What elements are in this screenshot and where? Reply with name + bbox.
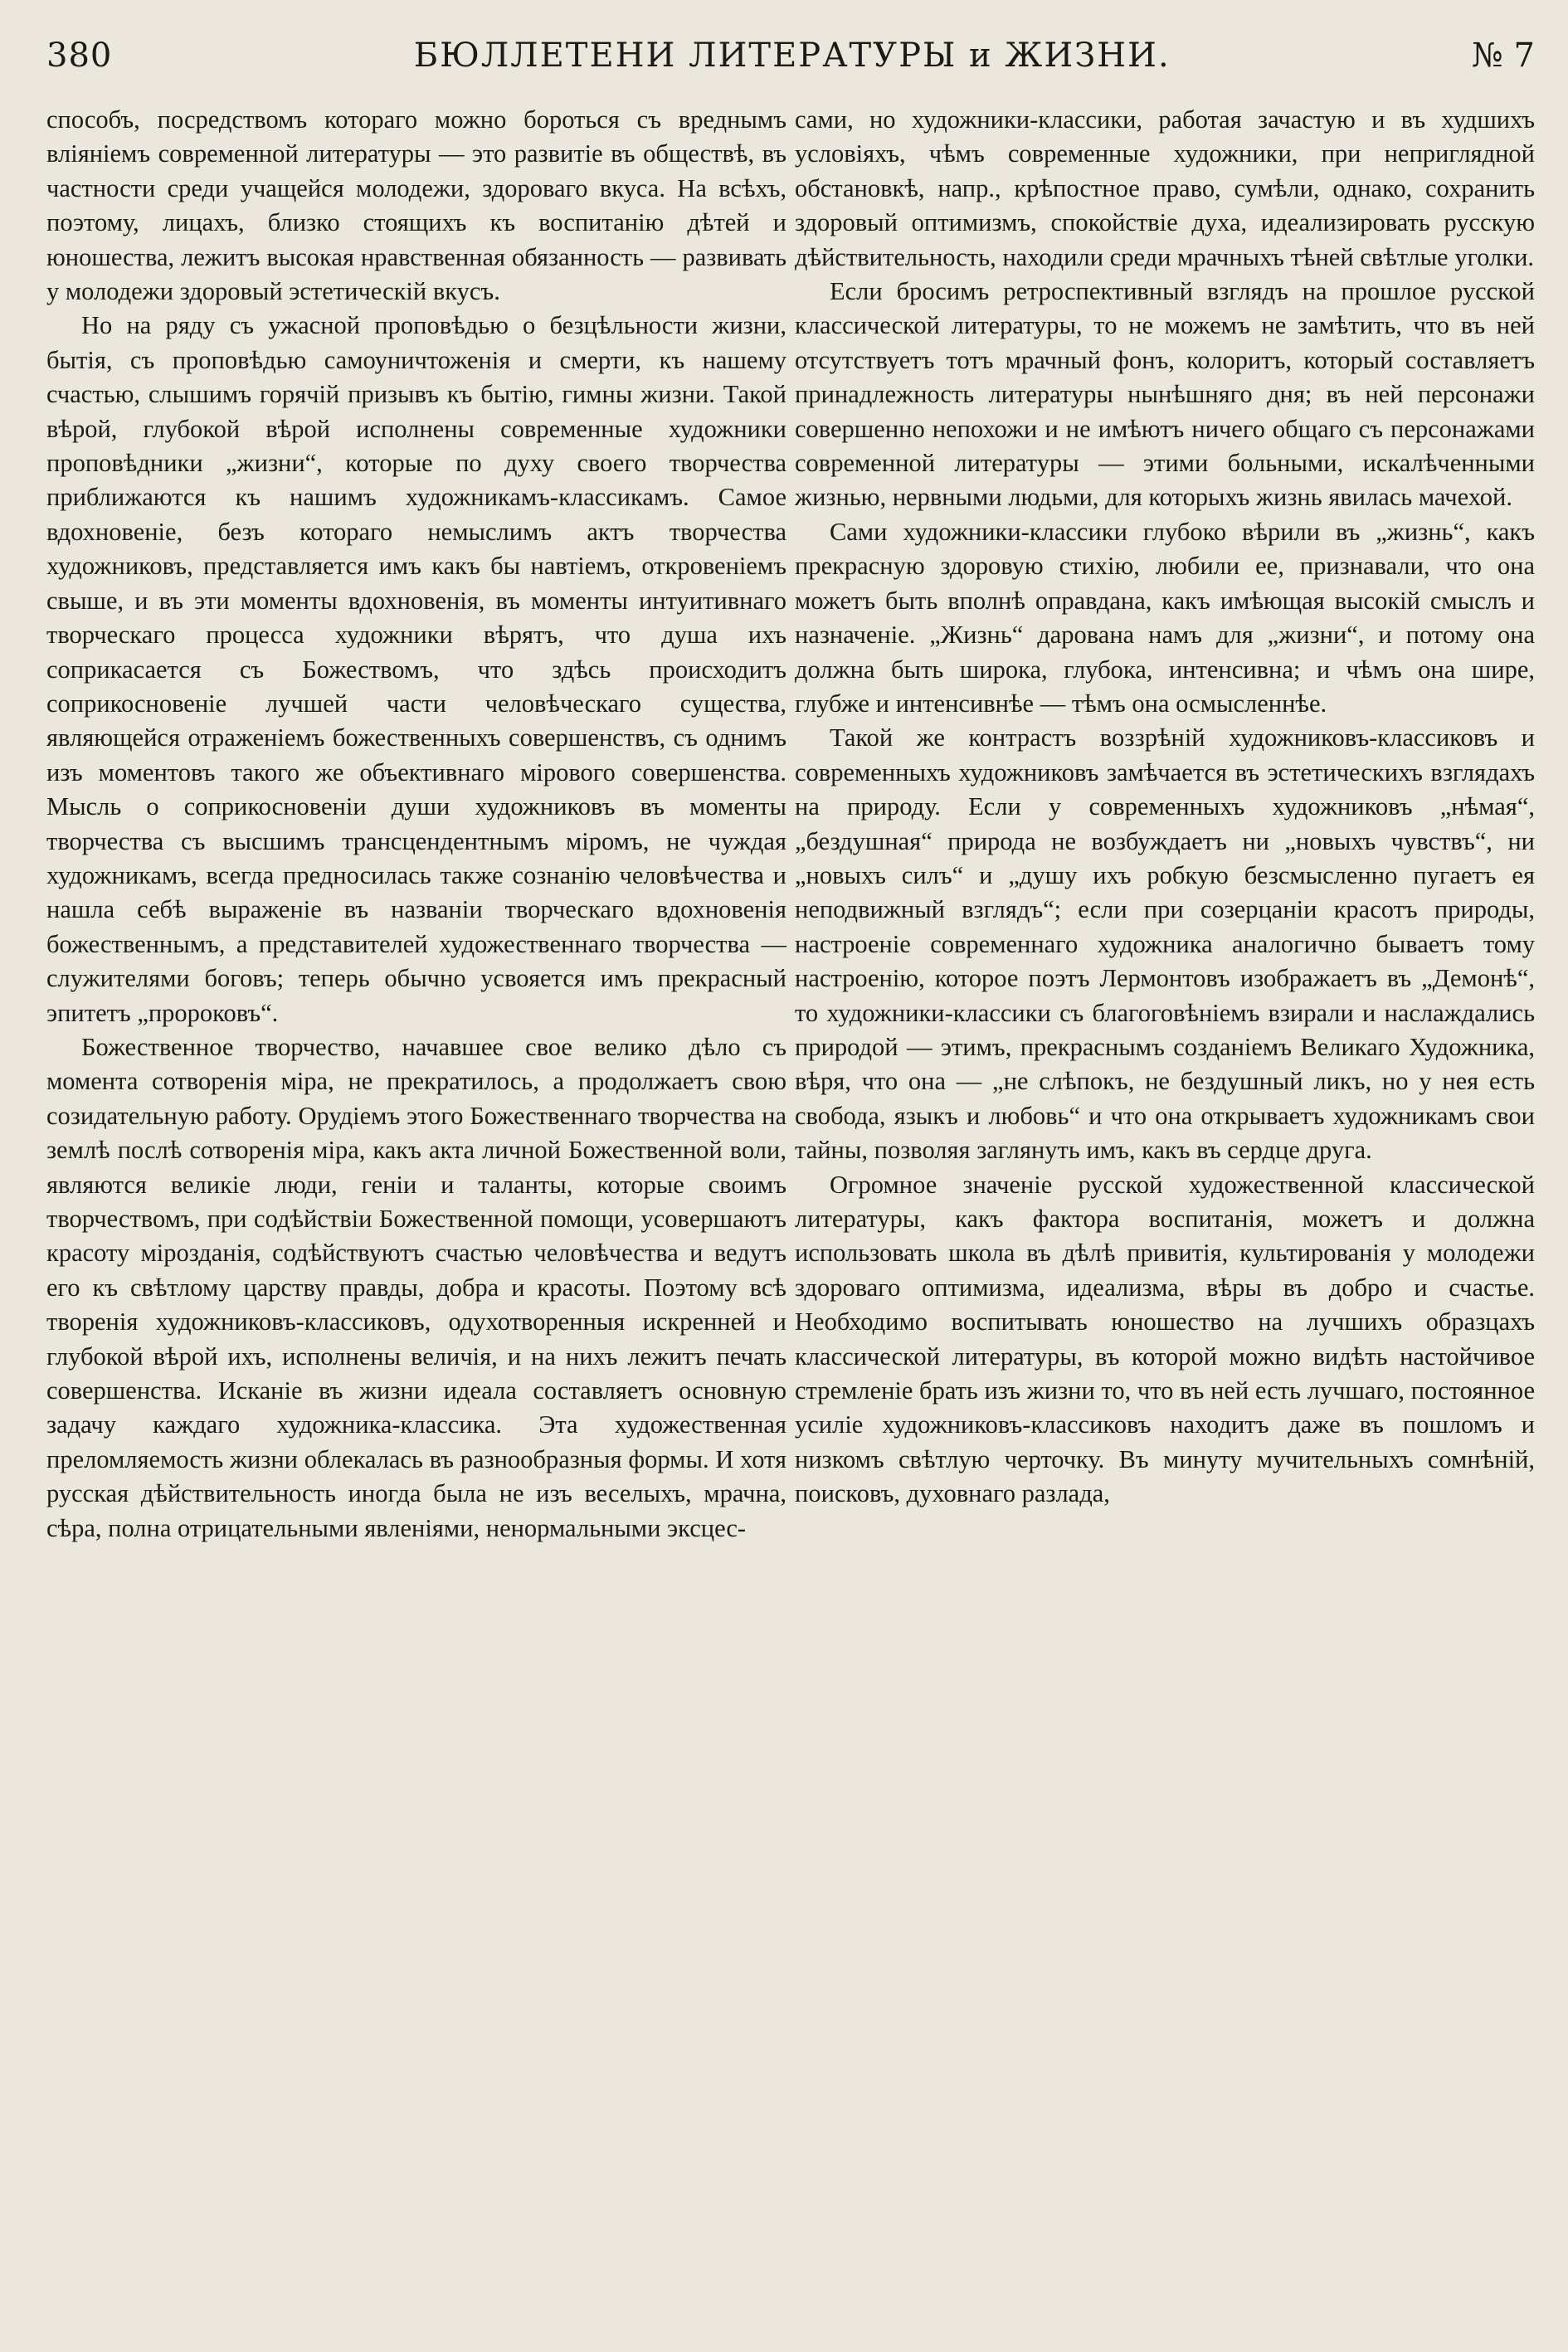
- right-column: [795, 103, 1535, 1546]
- paragraph: сами, но художники-классики, работая зачастую и въ худшихъ условіяхъ, чѣмъ современные художники, при неприглядной обстановкѣ, напр., крѣпостное право, сумѣли, однако, сохранить здоровый оптимизмъ, спокойствіе духа, идеализировать русскую дѣйствительность, находили среди мрачныхъ тѣней свѣтлые уголки.: [795, 105, 1535, 271]
- paragraph: Сами художники-классики глубоко вѣрили въ „жизнь“, какъ прекрасную здоровую стихію, любили ее, признавали, что она можетъ быть вполнѣ оправдана, какъ имѣющая высокій смыслъ и назначеніе. „Жизнь“ дарована намъ для „жизни“, и потому она должна быть широка, глубока, интенсивна; и чѣмъ она шире, глубже и интенсивнѣе — тѣмъ она осмысленнѣе.: [795, 517, 1535, 718]
- paragraph: Если бросимъ ретроспективный взглядъ на прошлое русской классической литературы, то не можемъ не замѣтить, что въ ней отсутствуетъ тотъ мрачный фонъ, колоритъ, который составляетъ принадлежность литературы нынѣшняго дня; въ ней персонажи совершенно непохожи и не имѣютъ ничего общаго съ персонажами современной литературы — этими больными, искалѣченными жизнью, нервными людьми, для которыхъ жизнь явилась мачехой.: [795, 277, 1535, 512]
- paragraph: Божественное творчество, начавшее свое велико дѣло съ момента сотворенія міра, не прекратилось, а продолжаетъ свою созидательную работу. Орудіемъ этого Божественнаго творчества на землѣ послѣ сотворенія міра, какъ акта личной Божественной воли, являются великіе люди, геніи и таланты, которые своимъ творчествомъ, при содѣйствіи Божественной помощи, усовершаютъ красоту мірозданія, содѣйствуютъ счастью человѣчества и ведутъ его къ свѣтлому царству правды, добра и красоты. Поэтому всѣ творенія художниковъ-классиковъ, одухотворенныя искренней и глубокой вѣрой ихъ, исполнены величія, и на нихъ лежитъ печать совершенства. Исканіе въ жизни идеала составляетъ основную задачу каждаго художника-классика. Эта художественная преломляемость жизни облекалась въ разнообразныя формы. И хотя русская дѣйствительность иногда была не изъ веселыхъ, мрачна, сѣра, полна отрицательными явленіями, ненормальными эксцес-: [46, 1032, 786, 1542]
- running-head: [46, 22, 1535, 81]
- journal-title: БЮЛЛЕТЕНИ ЛИТЕРАТУРЫ и ЖИЗНИ.: [413, 37, 1171, 75]
- paragraph: способъ, посредствомъ котораго можно бороться съ вреднымъ вліяніемъ современной литературы — это развитіе въ обществѣ, въ частности среди учащейся молодежи, здороваго вкуса. На всѣхъ, поэтому, лицахъ, близко стоящихъ къ воспитанію дѣтей и юношества, лежитъ высокая нравственная обязанность — развивать у молодежи здоровый эстетическій вкусъ.: [46, 105, 786, 306]
- paragraph: Такой же контрастъ воззрѣній художниковъ-классиковъ и современныхъ художниковъ замѣчается въ эстетическихъ взглядахъ на природу. Если у современныхъ художниковъ „нѣмая“, „бездушная“ природа не возбуждаетъ ни „новыхъ чувствъ“, ни „новыхъ силъ“ и „душу ихъ робкую безсмысленно пугаетъ ея неподвижный взглядъ“; если при созерцаніи красотъ природы, настроеніе современнаго художника аналогично бываетъ тому настроенію, которое поэтъ Лермонтовъ изображаетъ въ „Демонѣ“, то художники-классики съ благоговѣніемъ взирали и наслаждались природой — этимъ, прекраснымъ созданіемъ Великаго Художника, вѣря, что она — „не слѣпокъ, не бездушный ликъ, но у нея есть свобода, языкъ и любовь“ и что она открываетъ художникамъ свои тайны, позволяя заглянуть имъ, какъ въ сердце друга.: [795, 723, 1535, 1165]
- page-number: 380: [46, 37, 113, 75]
- left-column: [46, 103, 786, 1546]
- text-columns: [46, 103, 1535, 1546]
- paragraph: Но на ряду съ ужасной проповѣдью о безцѣльности жизни, бытія, съ проповѣдью самоуничтоженія и смерти, къ нашему счастью, слышимъ горячій призывъ къ бытію, гимны жизни. Такой вѣрой, глубокой вѣрой исполнены современные художники проповѣдники „жизни“, которые по духу своего творчества приближаются къ нашимъ художникамъ-классикамъ. Самое вдохновеніе, безъ котораго немыслимъ актъ творчества художниковъ, представляется имъ какъ бы навтіемъ, откровеніемъ свыше, и въ эти моменты вдохновенія, въ моменты интуитивнаго творческаго процесса художники вѣрятъ, что душа ихъ соприкасается съ Божествомъ, что здѣсь происходитъ соприкосновеніе лучшей части человѣческаго существа, являющейся отраженіемъ божественныхъ совершенствъ, съ однимъ изъ моментовъ такого же объективнаго мірового совершенства. Мысль о соприкосновеніи души художниковъ въ моменты творчества съ высшимъ трансцендентнымъ міромъ, не чуждая художникамъ, всегда предносилась также сознанію человѣчества и нашла себѣ выраженіе въ названіи творческаго вдохновенія божественнымъ, а представителей художественнаго творчества — служителями боговъ; теперь обычно усвояется имъ прекрасный эпитетъ „пророковъ“.: [46, 311, 786, 1027]
- paragraph: Огромное значеніе русской художественной классической литературы, какъ фактора воспитанія, можетъ и должна использовать школа въ дѣлѣ привитія, культированія у молодежи здороваго оптимизма, идеализма, вѣры въ добро и счастье. Необходимо воспитывать юношество на лучшихъ образцахъ классической литературы, въ которой можно видѣть настойчивое стремленіе брать изъ жизни то, что въ ней есть лучшаго, постоянное усиліе художниковъ-классиковъ находитъ даже въ пошломъ и низкомъ свѣтлую черточку. Въ минуту мучительныхъ сомнѣній, поисковъ, духовнаго разлада,: [795, 1170, 1535, 1508]
- issue-number: № 7: [1471, 37, 1535, 75]
